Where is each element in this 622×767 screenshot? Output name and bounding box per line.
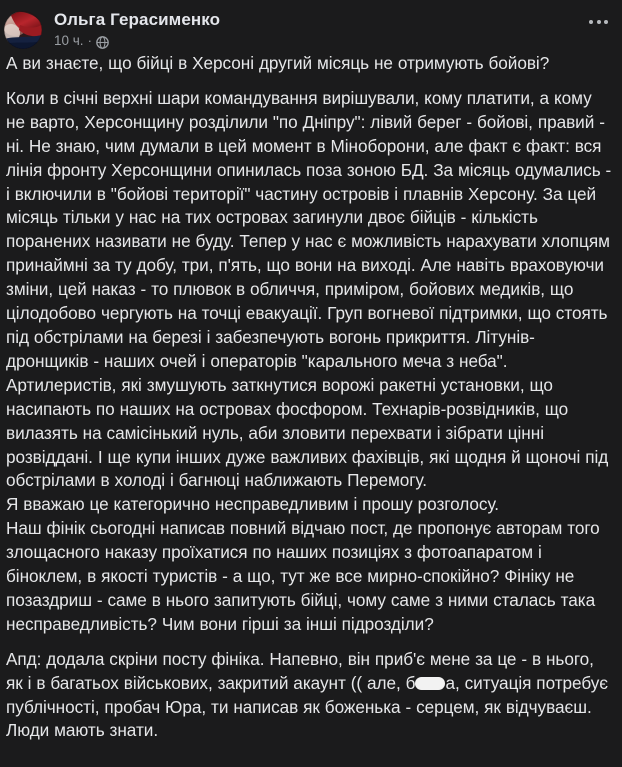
post-paragraph: Наш фінік сьогодні написав повний відчаю пост, де пропонує авторам того злощасного наказу проїхатися по наших позиціях з фотоапаратом і біноклем, в якості туристів - а що, тут же все мирно-спокійно? Фініку не позаздриш - саме в нього запитують бійці, чому саме з ними сталась така несправедливість? Чим вони гірші за інші підрозділи? [6, 518, 600, 634]
globe-icon[interactable] [96, 36, 109, 49]
redacted-text-after: а, ситуація потребує публічності, пробач Юра, ти написав як боженька - серцем, як відчуваєш. Люди мають знати. [6, 672, 609, 741]
dot-2 [597, 20, 601, 24]
post-paragraph: Я вважаю це категорично несправедливим і прошу розголосу. [6, 494, 500, 515]
post-body [0, 52, 622, 743]
paragraph-spacer [6, 637, 612, 648]
post-header [0, 0, 622, 52]
dot-3 [604, 20, 608, 24]
meta-separator: · [87, 33, 92, 48]
post-paragraph-redacted [6, 648, 612, 744]
redaction-overlay [415, 677, 445, 690]
author-name[interactable]: Ольга Герасименко [54, 10, 221, 29]
redacted-text-before: Апд: додала скріни посту фініка. Напевно, він приб'є мене за це - в нього, як і в багатьох військових, закритий акаунт (( але, б [6, 648, 594, 693]
avatar[interactable] [4, 11, 42, 49]
post-meta [54, 33, 220, 49]
more-options-icon[interactable] [589, 20, 608, 24]
paragraph-spacer [6, 76, 612, 87]
dot-1 [589, 20, 593, 24]
post-paragraph: Коли в січні верхні шари командування вирішували, кому платити, а кому не варто, Херсонщину розділили "по Дніпру": лівий берег - бойові, правий - ні. Не знаю, чим думали в цей момент в Міноборони, але факт є факт: вся лінія фронту Херсонщини опинилась поза зоною БД. За місяць одумались - і включили в "бойові території" частину островів і плавнів Херсону. За цей місяць тільки у нас на тих островах загинули двоє бійців - кількість поранених називати не буду. Тепер у нас є можливість нарахувати хлопцям принаймні за ту добу, три, п'ять, що вони на виході. Але навіть враховуючи зміни, цей наказ - то плювок в обличчя, приміром, бойових медиків, що цілодобово чергують на точці евакуації. Груп вогневої підтримки, що стоять під обстрілами на березі і забезпечують вогонь прикриття. Літунів-дронщиків - наших очей і операторів "карального меча з неба". Артилеристів, які змушують заткнутися ворожі ракетні установки, що насипають по наших на островах фосфором. Технарів-розвідників, що вилазять на самісінький нуль, аби зловити перехвати і зібрати цінні розвіддані. І ще купи інших дуже важливих фахівців, які щодня й щоночі під обстрілами в холоді і багнюці наближають Перемогу. [6, 87, 612, 491]
post-timestamp[interactable]: 10 ч. [54, 33, 84, 48]
post-header-text [54, 10, 220, 49]
post-paragraph: А ви знаєте, що бійці в Херсоні другий місяць не отримують бойові? [6, 53, 550, 73]
